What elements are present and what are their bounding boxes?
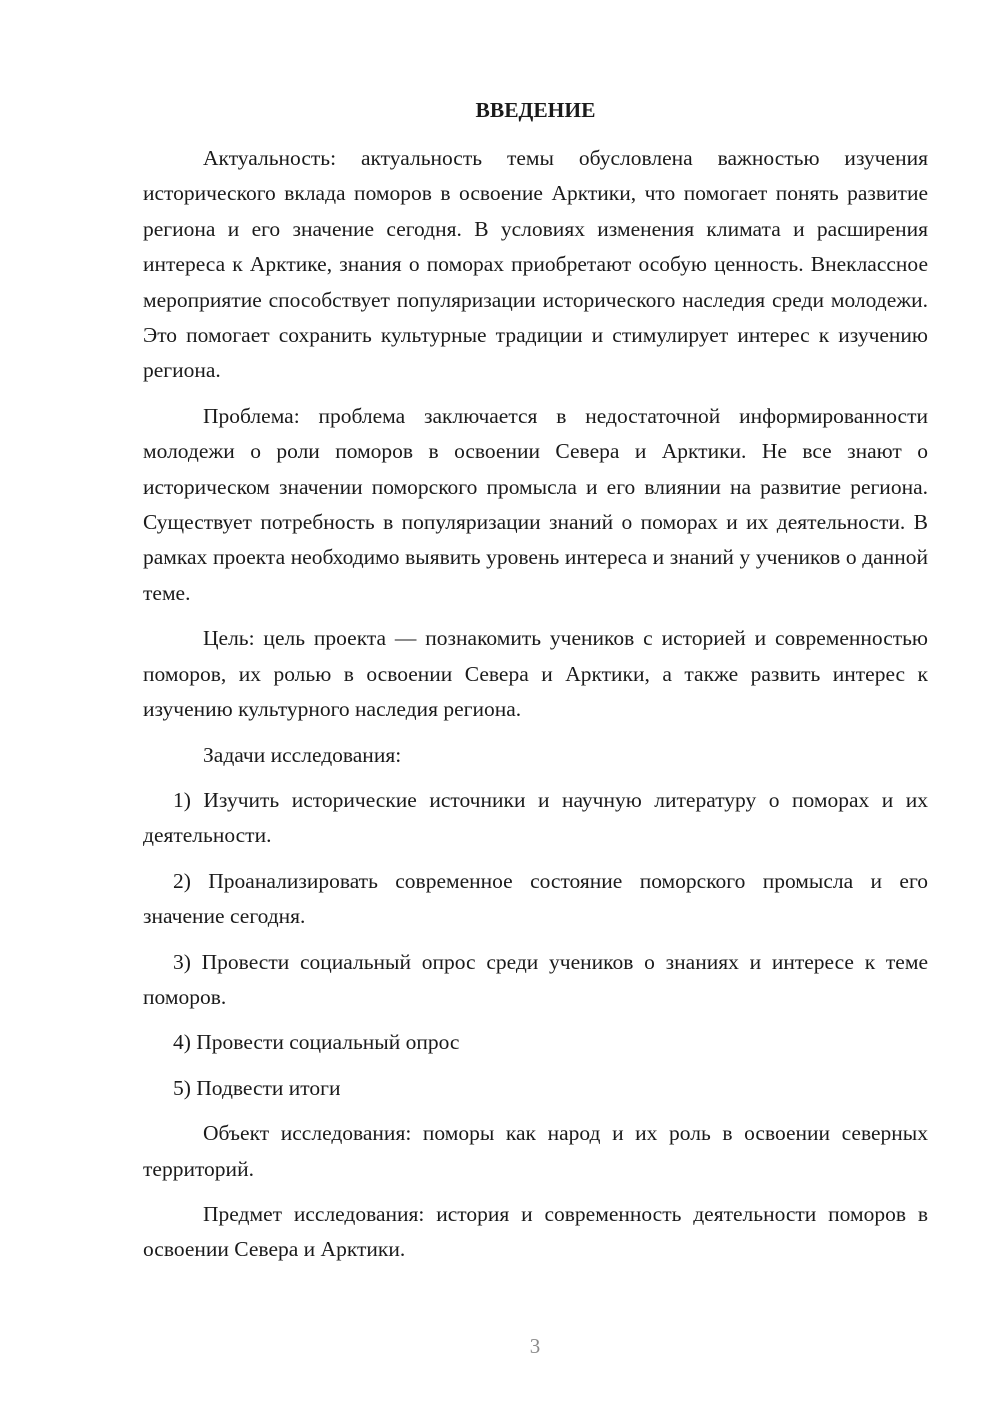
task-item: 2) Проанализировать современное состояние поморского промысла и его значение сегодня. — [143, 868, 928, 929]
subject-paragraph: Предмет исследования: история и современность деятельности поморов в освоении Севера и Арктики. — [143, 1201, 928, 1262]
task-item: 3) Провести социальный опрос среди учеников о знаниях и интересе к теме поморов. — [143, 949, 928, 1009]
page-title: ВВЕДЕНИЕ — [475, 98, 596, 122]
tasks-heading: Задачи исследования: — [203, 742, 402, 767]
page-content — [143, 95, 928, 1278]
page-number: 3 — [529, 1334, 541, 1358]
relevance-paragraph: Актуальность: актуальность темы обусловлена важностью изучения исторического вклада поморов в освоение Арктики, что помогает понять развитие региона и его значение сегодня. В условиях изменения климата и расширения интереса к Арктике, знания о поморах приобретают особую ценность. Внеклассное мероприятие способствует популяризации исторического наследия среди молодежи. Это помогает сохранить культурные традиции и стимулирует интерес к изучению региона. — [143, 146, 928, 383]
problem-paragraph: Проблема: проблема заключается в недостаточной информированности молодежи о роли поморов в освоении Севера и Арктики. Не все знают о историческом значении поморского промысла и его влиянии на развитие региона. Существует потребность в популяризации знаний о поморах и их деятельности. В рамках проекта необходимо выявить уровень интереса и знаний у учеников о данной теме. — [143, 403, 928, 605]
goal-paragraph: Цель: цель проекта — познакомить учеников с историей и современностью поморов, их ролью в освоении Севера и Арктики, а также развить интерес к изучению культурного наследия региона. — [143, 626, 928, 722]
task-item: 5) Подвести итоги — [173, 1075, 341, 1100]
task-item: 1) Изучить исторические источники и научную литературу о поморах и их деятельности. — [143, 787, 928, 848]
task-item: 4) Провести социальный опрос — [173, 1030, 460, 1055]
object-paragraph: Объект исследования: поморы как народ и их роль в освоении северных территорий. — [143, 1121, 928, 1181]
